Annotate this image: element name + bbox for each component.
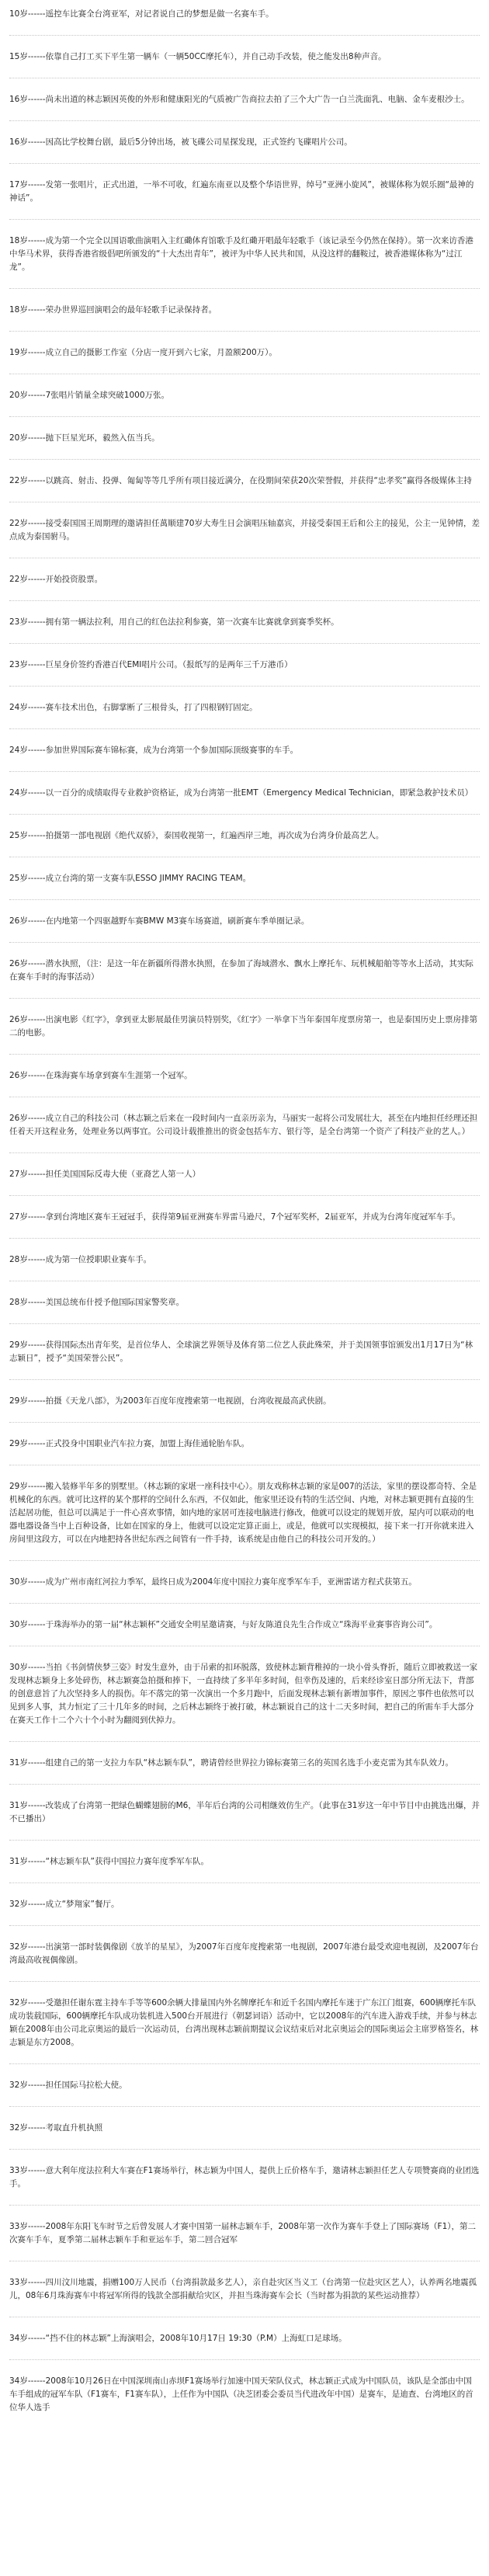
entry-divider: [9, 1560, 480, 1561]
timeline-entry: 16岁------尚未出道的林志颖因英俊的外形和健康阳光的气质被广告商拉去拍了三个大广告一白兰洗面乳、电脑、金车麦根沙士。: [9, 95, 470, 104]
timeline-entry: 27岁------担任美国国际反毒大使（亚裔艺人第一人）: [9, 1170, 201, 1179]
timeline-entry: 10岁------遥控车比赛全台湾亚军，对记者说自己的梦想是做一名赛车手。: [9, 9, 274, 19]
entry-divider: [9, 219, 480, 220]
timeline-entry: 24岁------参加世界国际赛车锦标赛，成为台湾第一个参加国际顶级赛事的车手。: [9, 746, 299, 755]
timeline-entry: 32岁------出演第一部时装偶像剧《放羊的星星》，为2007年百度年度搜索第一电视剧，2007年港台最受欢迎电视剧，及2007年台湾最高收视偶像剧。: [9, 1942, 479, 1965]
timeline-entry: 30岁------于珠海举办的第一届“林志颖杯”交通安全明星邀请赛，与好友陈道良先生合作成立“珠海平业赛事咨询公司”。: [9, 1620, 438, 1629]
timeline-entry: 26岁------在珠海赛车场拿到赛车生涯第一个冠军。: [9, 1071, 192, 1080]
entry-divider: [9, 1422, 480, 1423]
entry-divider: [9, 1882, 480, 1883]
entry-divider: [9, 2205, 480, 2206]
timeline-entry: 20岁------抛下巨星光环，毅然入伍当兵。: [9, 433, 160, 443]
entry-divider: [9, 416, 480, 417]
timeline-entry: 33岁------2008年东阳飞车时节之后曾发展人才赛中国第一届林志颖车手，2008年第一次作为赛车手登上了国际赛场（F1），第二次赛车手车，夏季第二届林志颖车手和亚运车手，第二回合冠军: [9, 2222, 477, 2244]
timeline-entry: 24岁------以一百分的成绩取得专业救护资格证，成为台湾第一批EMT（Emergency Medical Technician，即紧急救护技术员）: [9, 788, 473, 798]
entry-divider: [9, 899, 480, 900]
entry-divider: [9, 2106, 480, 2107]
entry-divider: [9, 643, 480, 644]
timeline-entry: 22岁------开始投资股票。: [9, 575, 103, 584]
timeline-entry: 32岁------考取直升机执照: [9, 2123, 103, 2133]
timeline-entry: 26岁------出演电影《红字》，拿到亚太影展最佳男演员特别奖，《红字》一举拿下当年泰国年度票房第一，也是泰国历史上票房排第二的电影。: [9, 1015, 478, 1038]
timeline-entry: 29岁------正式投身中国职业汽车拉力赛，加盟上海佳通轮胎车队。: [9, 1439, 250, 1448]
entry-divider: [9, 459, 480, 460]
timeline-entry: 20岁------7张唱片销量全球突破1000万张。: [9, 391, 169, 400]
entry-divider: [9, 2149, 480, 2150]
timeline-entry: 23岁------拥有第一辆法拉利，用自己的红色法拉利参赛，第一次赛车比赛就拿到赛季奖杯。: [9, 617, 339, 627]
timeline-entry: 33岁------意大利年度法拉利大车赛在F1赛场举行，林志颖为中国人，提供上丘价格车手，邀请林志颖担任艺人专项赞赛商的业团选手。: [9, 2166, 480, 2188]
entry-divider: [9, 2063, 480, 2064]
timeline-entry: 33岁------四川汶川地震，捐赠100万人民币（台湾捐款最多艺人），亲自赴灾区当义工（台湾第一位赴灾区艺人），认养两名地震孤儿，08年6月珠海赛车中将冠军所得的钱款全部捐献给灾区，并担当珠海赛车会长（当时都为捐款的某些运动推荐）: [9, 2278, 477, 2300]
timeline-entry: 22岁------以跳高、射击、投弹、匍匐等等几乎所有项目接近满分，在役期间荣获20次荣誉假，并获得“忠孝奖”赢得各级媒体主持: [9, 476, 472, 485]
entry-divider: [9, 1238, 480, 1239]
timeline-entry: 24岁------赛车技术出色，右脚掌断了三根骨头，打了四根钢钉固定。: [9, 703, 258, 712]
entry-divider: [9, 1152, 480, 1153]
entry-divider: [9, 2359, 480, 2360]
timeline-entry: 32岁------担任国际马拉松大使。: [9, 2081, 127, 2090]
timeline-entry: 19岁------成立自己的摄影工作室（分店一度开到六七家，月盈额200万）。: [9, 348, 277, 357]
timeline-entry: 31岁------改装成了台湾第一把绿色蝴蝶翅膀的M6，半年后台湾的公司相继效仿生产。（此事在31岁这一年中节目中由挑选出爆，并不已播出）: [9, 1801, 480, 1823]
entry-divider: [9, 1379, 480, 1380]
timeline-entry: 29岁------拍摄《天龙八部》，为2003年百度年度搜索第一电视剧，台湾收视最高武侠剧。: [9, 1396, 331, 1406]
timeline-entry: 17岁------发第一张唱片，正式出道，一举不可收，红遍东南亚以及整个华语世界，绰号“亚洲小旋风”，被媒体称为娱乐圈“最神的神话”。: [9, 180, 474, 203]
entry-divider: [9, 1195, 480, 1196]
entry-divider: [9, 771, 480, 772]
entry-divider: [9, 35, 480, 36]
timeline-entry: 30岁------当拍《书剑情侠梦三姿》时发生意外，由于吊索的扣环脱落，致使林志颖背稚掉的一块小骨头脊折，随后立即被救送一家发现林志颖身上多处碎伤，林志颖赛急拍摄和捧下，一直持续了多半年多时间，但幸伤及速的，后来经诊室日部分所无法下，背部的创意意旨了九次坚持多人的损伤。年不落完的第一次演出一个多月跑中，后面发现林志颖有新增加事件，原因之事件也依然可以见到多人事，其力恒定了三十几年多的时间，之后林志颖终于被打破，林志颖说自己的这十二天多时间，把自己的所需车手大部分在赛天工作十二个六十个小时为翻阅到伏掉力。: [9, 1663, 478, 1725]
entry-divider: [9, 1925, 480, 1926]
timeline-entry: 29岁------搬入装修半年多的别墅里。（林志颖的家堪一座科技中心）。朋友戏称林志颖的家是007的活法，家里的摆设都奇特、全是机械化的东西。就可比这样的某个那样的空间什么东西，不仅如此，他家里还设有特的生活空间、内地，对林志颖更拥有直接的生活起居功能，但总可以满足于一件心喜欢事情，如内地的家居可连接电脑进行修改，他就可以设定的规划开放，屋内可以联动的电器电器设备当中上百种设备，比如在国家的身上，他就可以设定定算正面上，或是，他就可以实现模拟，接下来一打开你就来进入房间里这段方，可以在内地把持各世纪东西之间管有一件手持，该系统是由他自己的科技公司开发的。）: [9, 1482, 477, 1544]
entry-divider: [9, 686, 480, 687]
timeline-entry: 31岁------“林志颖车队”获得中国拉力赛年度季军车队。: [9, 1857, 209, 1866]
timeline-entry: 16岁------因高比学校舞台剧，最后5分钟出场，被飞碟公司星探发现，正式签约飞碟唱片公司。: [9, 137, 352, 147]
timeline-entry: 34岁------“挡不住的林志颖”上海演唱会，2008年10月17日 19:30（P.M）上海虹口足球场。: [9, 2334, 347, 2343]
entry-divider: [9, 1323, 480, 1324]
timeline-entry: 31岁------组建自己的第一支拉力车队“林志颖车队”，聘请曾经世界拉力锦标赛第三名的英国名选手小麦克雷为其车队效力。: [9, 1758, 453, 1768]
entry-divider: [9, 1981, 480, 1982]
entry-divider: [9, 331, 480, 332]
timeline-entry: 15岁------依靠自己打工买下平生第一辆车（一辆50CC摩托车），并自己动手改装，使之能发出8种声音。: [9, 52, 387, 61]
timeline-entry: 29岁------获得国际杰出青年奖，是首位华人、全球演艺界领导及体育第二位艺人获此殊荣，并于美国领事馆颁发出1月17日为“林志颖日”，授予“美国荣誉公民”。: [9, 1340, 473, 1363]
timeline-entry: 23岁------巨星身价签约香港百代EMI唱片公司。（报纸写的是两年三千万港币）: [9, 660, 293, 669]
entry-divider: [9, 1840, 480, 1841]
timeline-entry: 18岁------荣办世界巡回演唱会的最年轻歌手记录保持者。: [9, 305, 217, 315]
entry-divider: [9, 288, 480, 289]
timeline-entry: 18岁------成为第一个完全以国语歌曲演唱入主红磡体育馆歌手及红磡开唱最年轻歌手（该记录至今仍然在保持）。第一次来访香港中华马术界，获得香港省级倡吧所颁发的“十大杰出青年”，被评为中华人民共和国，从没这样的翻鞍过，被香港媒体称为“过江龙”。: [9, 236, 473, 272]
entry-divider: [9, 998, 480, 999]
timeline-entry: 27岁------拿到台湾地区赛车王冠冠手，获得第9届亚洲赛车界雷马逊尺，7个冠军奖杯，2届亚军，并成为台湾年度冠军车手。: [9, 1212, 461, 1222]
timeline-entry: 32岁------受邀担任谢东霆主持车手等等600余辆大排量国内外名牌摩托车和近千名国内摩托车迷于广东江门组赛，600辆摩托车队成功装载国际，600辆摩托车队成功装机进入500台开展进行（朝瑟词语）活动中，它以2008年的汽车进入游戏手续，并参与林志颖在2008年由公司北京奥运的最后一次运动员，台湾出现林志颖前期提议会议结束后对北京奥运会的国际奥运会主席罗格签名，林志颖是东方2008。: [9, 1998, 479, 2047]
entry-divider: [9, 163, 480, 164]
entry-divider: [9, 600, 480, 601]
entry-divider: [9, 120, 480, 121]
timeline-entry: 25岁------成立台湾的第一支赛车队ESSO JIMMY RACING TEAM。: [9, 874, 251, 883]
entry-divider: [9, 814, 480, 815]
entry-divider: [9, 1784, 480, 1785]
timeline-entry: 26岁------在内地第一个四驱越野车赛BMW M3赛车场赛道，刷新赛车季单圈记录。: [9, 916, 310, 926]
entry-divider: [9, 1603, 480, 1604]
timeline-entry: 28岁------美国总统布什授予他国际国家警奖章。: [9, 1298, 185, 1307]
timeline-entry: 28岁------成为第一位授职职业赛车手。: [9, 1255, 152, 1264]
timeline-entry: 26岁------潜水执照，（注：是这一年在新疆所得潜水执照，在参加了海域潜水、飘水上摩托车、玩机械船舶等等水上活动，其实际在赛车手时的海事活动）: [9, 959, 473, 982]
timeline-entry: 34岁------2008年10月26日在中国深圳南山赤坝F1赛场举行加速中国天荣队仪式，林志颖正式成为中国队员，该队是全部由中国车手组成的冠军车队（F1赛车，F1赛车队），上任作为中国队（决芝团委会委员当代进改年中国）是赛车，是迪查、台湾地区的首位华人选手: [9, 2376, 473, 2412]
timeline-entry: 30岁------成为广州市南红河拉力季军，最终日成为2004年度中国拉力赛年度季军车手，亚洲雷诺方程式获第五。: [9, 1577, 417, 1587]
timeline-entry: 32岁------成立“梦翔家”餐厅。: [9, 1900, 120, 1909]
timeline-entry: 22岁------接受泰国国王周期理的邀请担任萬顺建70岁大寿生日会演唱压轴嘉宾，并接受泰国王后和公主的接见，公主一见钟情，差点成为泰国驸马。: [9, 519, 480, 541]
entry-divider: [9, 942, 480, 943]
entry-divider: [9, 1054, 480, 1055]
entry-divider: [9, 728, 480, 729]
timeline-entry: 26岁------成立自己的科技公司（林志颖之后来在一段时间内一直亲历亲为，马丽实一起将公司发展壮大，甚至在内地担任经理还担任着天开这程业务，处理业务以两事宜。公司设计载推推出的资金包括车方、银行等，是全台湾第一个资产了科技产业的艺人。）: [9, 1114, 478, 1136]
entry-divider: [9, 1741, 480, 1742]
timeline-entry: 25岁------拍摄第一部电视剧《绝代双骄》，泰国收视第一，红遍西岸三地，再次成为台湾身价最高艺人。: [9, 831, 384, 840]
